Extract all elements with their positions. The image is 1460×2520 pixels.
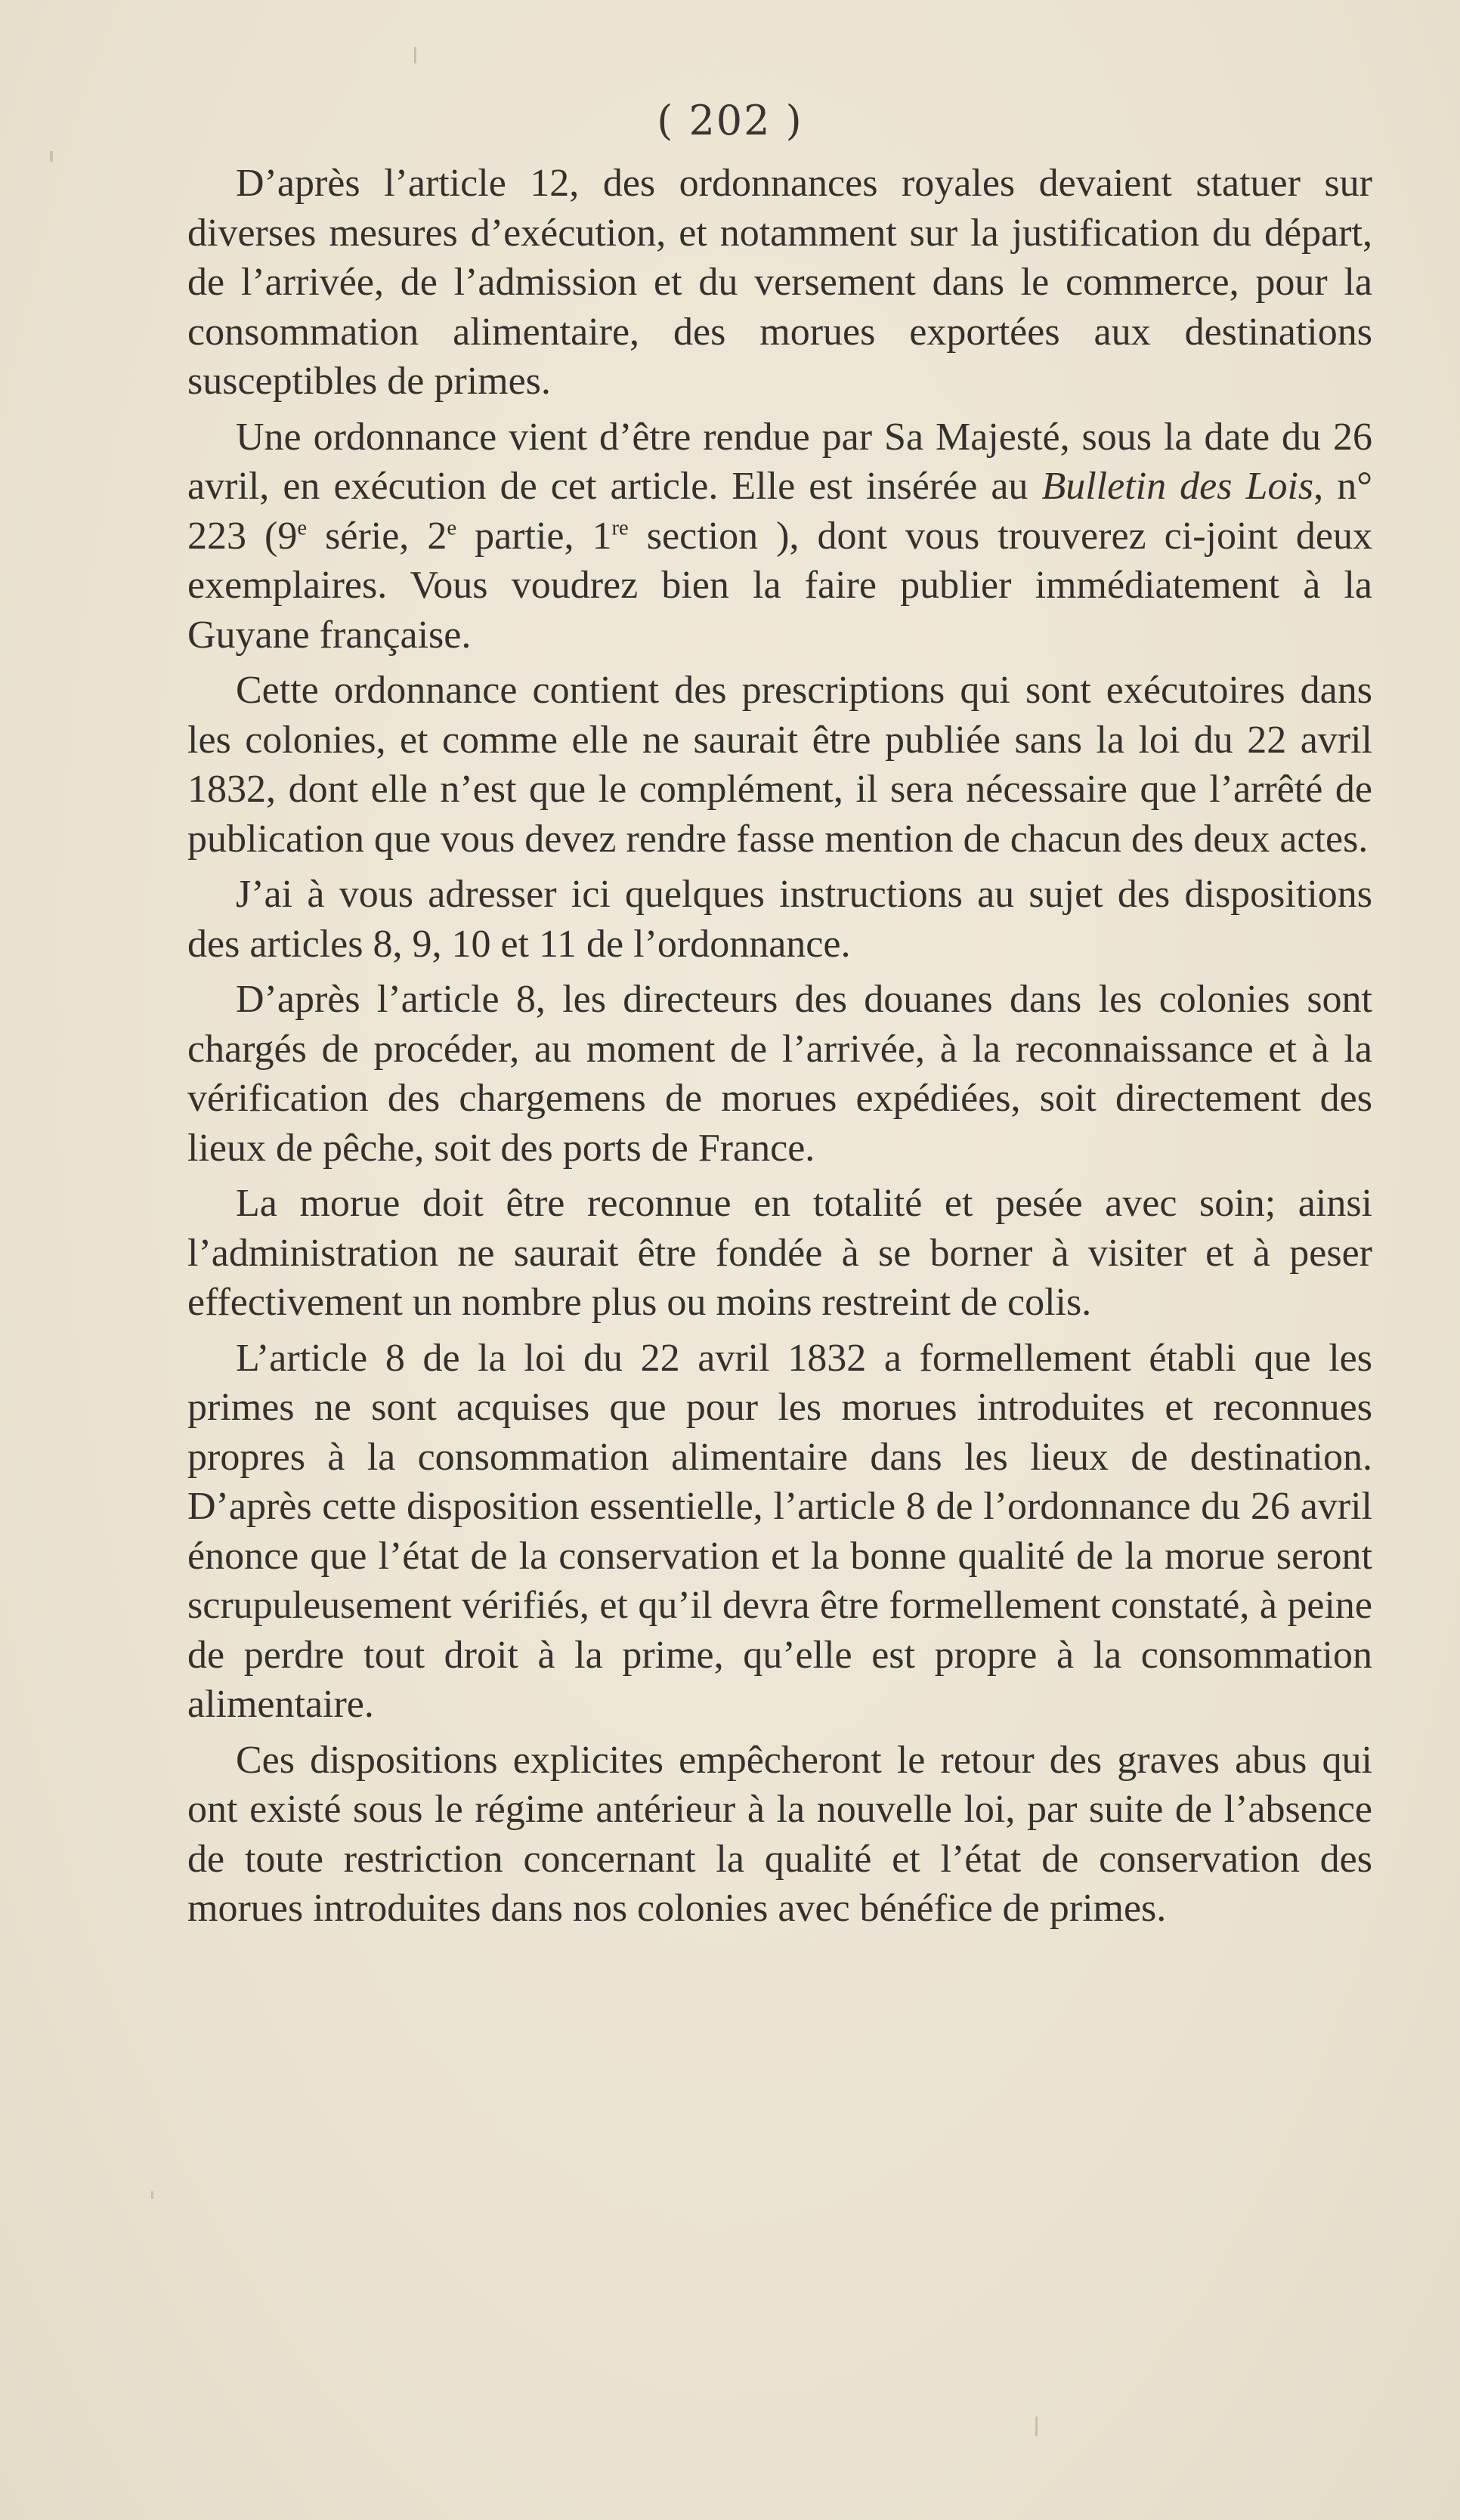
paper-speck-left [50, 151, 53, 162]
paragraph-4: J’ai à vous adresser ici quelques instructions au sujet des dispositions des articles 8, 9, 10 et 11 de l’ordonnance. [187, 873, 1372, 966]
paragraph-2-text-c: série, 2 [307, 514, 447, 558]
bulletin-des-lois-title: Bulletin des Lois [1041, 465, 1314, 508]
paragraph-2 [187, 413, 1372, 660]
paper-speck-top [414, 47, 416, 63]
superscript-serie: e [297, 516, 308, 540]
paragraph-6: La morue doit être reconnue en totalité et pesée avec soin; ainsi l’administration ne saurait être fondée à se borner à visiter et à peser effectivement un nombre plus ou moins restreint de colis. [187, 1182, 1372, 1324]
paragraph-2-text-e: section ), dont vous trouverez ci-joint deux exemplaires. Vous voudrez bien la faire publier immédiatement à la Guyane française. [187, 514, 1372, 657]
body-text [187, 159, 1372, 1940]
paragraph-2-text-d: partie, 1 [456, 514, 612, 558]
paper-speck-margin [151, 2191, 153, 2199]
paragraph-2-text-b: , n° 223 (9 [187, 465, 1372, 558]
page-number: ( 202 ) [657, 97, 803, 144]
paragraph-8: Ces dispositions explicites empêcheront le retour des graves abus qui ont existé sous le régime antérieur à la nouvelle loi, par suite de l’absence de toute restriction concernant la qualité et l’état de conservation des morues introduites dans nos colonies avec bénéfice de primes. [187, 1738, 1372, 1930]
superscript-section: re [611, 516, 629, 540]
paragraph-5: D’après l’article 8, les directeurs des douanes dans les colonies sont chargés de procéder, au moment de l’arrivée, à la reconnaissance et à la vérification des chargemens de morues expédiées, soit directement des lieux de pêche, soit des ports de France. [187, 978, 1372, 1170]
paragraph-3: Cette ordonnance contient des prescriptions qui sont exécutoires dans les colonies, et comme elle ne saurait être publiée sans la loi du 22 avril 1832, dont elle n’est que le complément, il sera nécessaire que l’arrêté de publication que vous devez rendre fasse mention de chacun des deux actes. [187, 669, 1372, 861]
paragraph-1: D’après l’article 12, des ordonnances royales devaient statuer sur diverses mesures d’exécution, et notamment sur la justification du départ, de l’arrivée, de l’admission et du versement dans le commerce, pour la consommation alimentaire, des morues exportées aux destinations susceptibles de primes. [187, 162, 1372, 403]
paragraph-2-text-a: Une ordonnance vient d’être rendue par Sa Majesté, sous la date du 26 avril, en exécution de cet article. Elle est insérée au [187, 415, 1372, 508]
paragraph-7: L’article 8 de la loi du 22 avril 1832 a formellement établi que les primes ne sont acquises que pour les morues introduites et reconnues propres à la consommation alimentaire dans les lieux de destination. D’après cette disposition essentielle, l’article 8 de l’ordonnance du 26 avril énonce que l’état de la conservation et la bonne qualité de la morue seront scrupuleusement vérifiés, et qu’il devra être formellement constaté, à peine de perdre tout droit à la prime, qu’elle est propre à la consommation alimentaire. [187, 1336, 1372, 1726]
paper-speck-bottom [1035, 2416, 1038, 2436]
superscript-partie: e [447, 516, 457, 540]
